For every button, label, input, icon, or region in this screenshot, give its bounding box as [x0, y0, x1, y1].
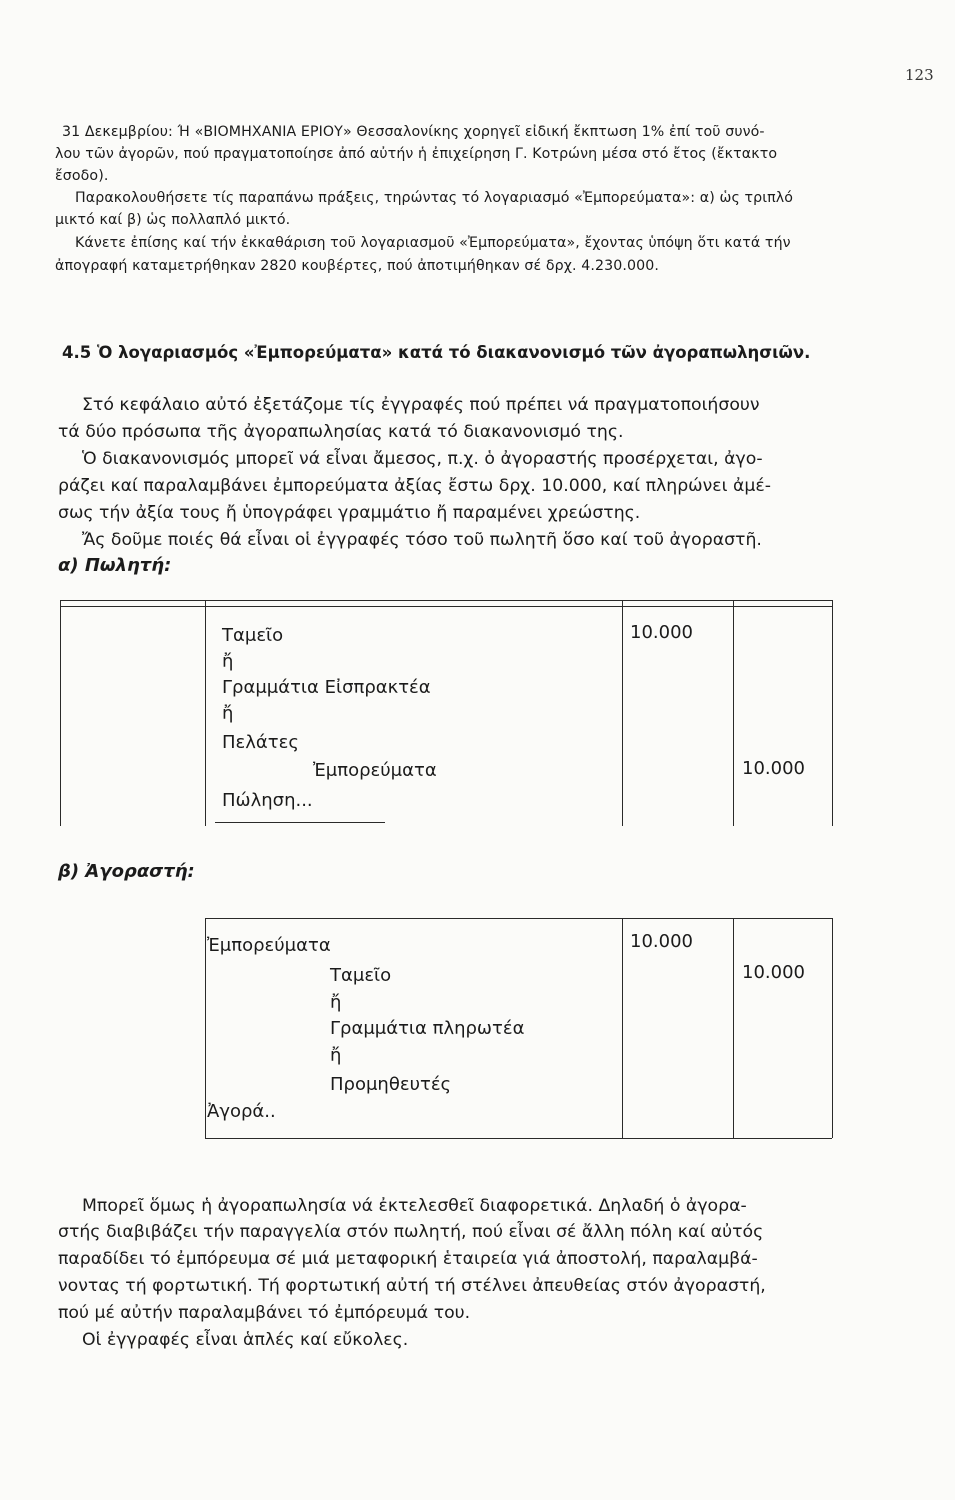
seller-debit-rule — [622, 600, 623, 826]
paragraph-line: Στό κεφάλαιο αὐτό ἐξετάζομε τίς ἐγγραφές πού πρέπει νά πραγματοποιήσουν — [82, 395, 760, 415]
closing-line: παραδίδει τό ἐμπόρευμα σέ μιά μεταφορική ἑταιρεία γιά ἀποστολή, παραλαμβά- — [58, 1249, 758, 1269]
closing-line: Οἱ ἐγγραφές εἶναι ἁπλές καί εὔκολες. — [82, 1330, 409, 1350]
closing-line: στής διαβιβάζει τήν παραγγελία στόν πωλητή, πού εἶναι σέ ἄλλη πόλη καί αὐτός — [58, 1222, 764, 1242]
buyer-top-rule — [205, 918, 832, 919]
buyer-debit-rule — [622, 918, 623, 1138]
buyer-narration: Ἀγορά.. — [207, 1101, 276, 1122]
closing-line: Μπορεῖ ὅμως ἡ ἀγοραπωλησία νά ἐκτελεσθεῖ διαφορετικά. Δηλαδή ὁ ἀγορα- — [82, 1196, 747, 1216]
buyer-bottom-rule — [205, 1138, 832, 1139]
seller-credit-amount: 10.000 — [742, 758, 805, 779]
closing-line: νοντας τή φορτωτική. Τή φορτωτική αὐτή τή στέλνει ἀπευθείας στόν ἀγοραστή, — [58, 1276, 766, 1296]
seller-debit-account: ἤ — [222, 651, 234, 672]
paragraph-line: ράζει καί παραλαμβάνει ἐμπορεύματα ἀξίας ἔστω δρχ. 10.000, καί πληρώνει ἀμέ- — [58, 476, 771, 496]
closing-line: πού μέ αὐτήν παραλαμβάνει τό ἐμπόρευμά του. — [58, 1303, 471, 1323]
seller-narration: Πώληση... — [222, 790, 313, 811]
section-heading: 4.5 Ὁ λογαριασμός «Ἐμπορεύματα» κατά τό διακανονισμό τῶν ἀγοραπωλησιῶν. — [62, 343, 811, 362]
seller-left-rule — [60, 600, 61, 826]
exercise-line: ἔσοδο). — [55, 168, 109, 184]
paragraph-line: Ἄς δοῦμε ποιές θά εἶναι οἱ ἐγγραφές τόσο τοῦ πωλητῆ ὅσο καί τοῦ ἀγοραστῆ. — [82, 530, 762, 550]
buyer-credit-account: ἤ — [330, 1045, 342, 1066]
paragraph-line: σως τήν ἀξία τους ἤ ὑπογράφει γραμμάτιο ἤ παραμένει χρεώστης. — [58, 503, 641, 523]
buyer-credit-amount: 10.000 — [742, 962, 805, 983]
seller-right-rule — [832, 600, 833, 826]
buyer-credit-account: Γραμμάτια πληρωτέα — [330, 1018, 525, 1039]
buyer-credit-rule — [733, 918, 734, 1138]
exercise-line: Παρακολουθήσετε τίς παραπάνω πράξεις, τηρώντας τό λογαριασμό «Ἐμπορεύματα»: α) ὡς τριπλό — [75, 190, 794, 206]
exercise-line: ἀπογραφή καταμετρήθηκαν 2820 κουβέρτες, πού ἀποτιμήθηκαν σέ δρχ. 4.230.000. — [55, 258, 659, 274]
seller-credit-account: Ἐμπορεύματα — [313, 760, 437, 781]
page-number: 123 — [905, 66, 934, 84]
seller-debit-account: ἤ — [222, 703, 234, 724]
exercise-line: 31 Δεκεμβρίου: Ή «ΒΙΟΜΗΧΑΝΙΑ ΕΡΙΟΥ» Θεσσαλονίκης χορηγεῖ εἰδική ἔκπτωση 1% ἐπί τοῦ συνό- — [62, 124, 765, 140]
buyer-left-rule — [205, 918, 206, 1138]
exercise-line: μικτό καί β) ὡς πολλαπλό μικτό. — [55, 212, 291, 228]
buyer-credit-account: ἤ — [330, 992, 342, 1013]
seller-top-rule-2 — [60, 606, 832, 607]
buyer-label: β) Ἀγοραστή: — [58, 861, 195, 882]
seller-credit-rule — [733, 600, 734, 826]
seller-top-rule — [60, 600, 832, 601]
exercise-line: λου τῶν ἀγορῶν, πού πραγματοποίησε ἀπό αὐτήν ἡ ἐπιχείρηση Γ. Κοτρώνη μέσα στό ἔτος (ἔκτακτο — [55, 146, 778, 162]
buyer-credit-account: Προμηθευτές — [330, 1074, 452, 1095]
buyer-debit-account: Ἐμπορεύματα — [207, 935, 331, 956]
seller-debit-account: Ταμεῖο — [222, 625, 284, 646]
seller-narration-rule — [215, 822, 385, 823]
buyer-right-rule — [832, 918, 833, 1138]
seller-debit-account: Πελάτες — [222, 732, 299, 753]
seller-debit-amount: 10.000 — [630, 622, 693, 643]
buyer-credit-account: Ταμεῖο — [330, 965, 392, 986]
seller-date-rule — [205, 600, 206, 826]
exercise-line: Κάνετε ἐπίσης καί τήν ἐκκαθάριση τοῦ λογαριασμοῦ «Ἐμπορεύματα», ἔχοντας ὑπόψη ὅτι κατά τήν — [75, 235, 791, 251]
buyer-debit-amount: 10.000 — [630, 931, 693, 952]
paragraph-line: Ὁ διακανονισμός μπορεῖ νά εἶναι ἄμεσος, π.χ. ὁ ἀγοραστής προσέρχεται, ἀγο- — [82, 449, 763, 469]
seller-debit-account: Γραμμάτια Εἰσπρακτέα — [222, 677, 431, 698]
paragraph-line: τά δύο πρόσωπα τῆς ἀγοραπωλησίας κατά τό διακανονισμό της. — [58, 422, 624, 442]
seller-label: α) Πωλητή: — [58, 555, 172, 576]
